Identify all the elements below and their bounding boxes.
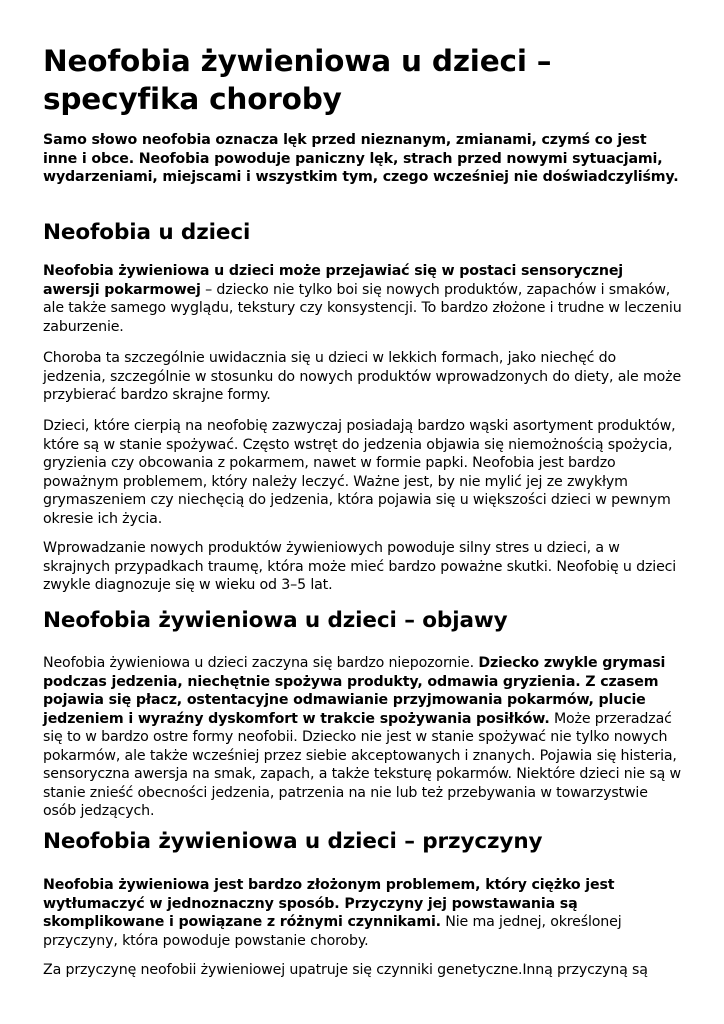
section3-p1-text: Nie ma jednej, określonej przyczyny, która powoduje powstanie choroby. — [43, 914, 622, 949]
section1-paragraph-4: Wprowadzanie nowych produktów żywieniowych powoduje silny stres u dzieci, a w skrajnych przypadkach traumę, która może mieć bardzo poważne skutki. Neofobię u dzieci zwykle diagnozuje się w wieku od 3–5 lat. — [43, 540, 677, 593]
section-heading-przyczyny: Neofobia żywieniowa u dzieci – przyczyny — [43, 829, 543, 854]
section1-paragraph-3: Dzieci, które cierpią na neofobię zazwyczaj posiadają bardzo wąski asortyment produktów, które są w stanie spożywać. Często wstręt do jedzenia objawia się niemożnością spożycia, gryzienia czy obcowania z pokarmem, nawet w formie papki. Neofobia jest bardzo poważnym problemem, który należy leczyć. Ważne jest, by nie mylić jej ze zwykłym grymaszeniem czy niechęcią do jedzenia, która pojawia się u większości dzieci w pewnym okresie ich życia. — [43, 418, 676, 527]
section-heading-objawy: Neofobia żywieniowa u dzieci – objawy — [43, 608, 508, 633]
intro-paragraph — [43, 131, 683, 187]
section1-p1-text: – dziecko nie tylko boi się nowych produktów, zapachów i smaków, ale także samego wyglądu, tekstury czy konsystencji. To bardzo złożone i trudne w leczeniu zaburzenie. — [43, 281, 682, 335]
section2-paragraph-1 — [43, 654, 683, 821]
section3-paragraph-2: Za przyczynę neofobii żywieniowej upatruje się czynniki genetyczne.Inną przyczyną są — [43, 962, 648, 978]
intro-bold-text: Samo słowo neofobia oznacza lęk przed nieznanym, zmianami, czymś co jest inne i obce. Neofobia powoduje paniczny lęk, strach przed nowymi sytuacjami, wydarzeniami, miejscami i wszystkim tym, czego wcześniej nie doświadczyliśmy. — [43, 132, 679, 185]
section2-p1-start: Neofobia żywieniowa u dzieci zaczyna się bardzo niepozornie. — [43, 655, 479, 671]
section-heading-neofobia-u-dzieci: Neofobia u dzieci — [43, 220, 251, 245]
section1-paragraph-2: Choroba ta szczególnie uwidacznia się u dzieci w lekkich formach, jako niechęć do jedzenia, szczególnie w stosunku do nowych produktów wprowadzonych do diety, ale może przybierać bardzo skrajne formy. — [43, 350, 682, 403]
section2-p1-text: Może przeradzać się to w bardzo ostre formy neofobii. Dziecko nie jest w stanie spożywać nie tylko nowych pokarmów, ale także wcześniej przez siebie akceptowanych i znanych. Pojawia się histeria, sensoryczna awersja na smak, zapach, a także teksturę pokarmów. Niektóre dzieci nie są w stanie znieść obecności jedzenia, patrzenia na nie lub też przebywania w towarzystwie osób jedzących. — [43, 710, 681, 819]
section3-paragraph-1 — [43, 876, 683, 950]
section3-p1-bold: Neofobia żywieniowa jest bardzo złożonym problemem, który ciężko jest wytłumaczyć w jednoznaczny sposób. Przyczyny jej powstawania są skomplikowane i powiązane z różnymi czynnikami. — [43, 877, 615, 930]
section2-p1-bold: Dziecko zwykle grymasi podczas jedzenia, niechętnie spożywa produkty, odmawia gryzienia. Z czasem pojawia się płacz, ostentacyjne odmawianie przyjmowania pokarmów, plucie jedzeniem i wyraźny dyskomfort w trakcie spożywania posiłków. — [43, 655, 666, 727]
section1-paragraph-1 — [43, 262, 683, 336]
page-title: Neofobia żywieniowa u dzieci – specyfika choroby — [43, 44, 552, 116]
section1-p1-bold: Neofobia żywieniowa u dzieci może przejawiać się w postaci sensorycznej awersji pokarmowej — [43, 263, 624, 298]
